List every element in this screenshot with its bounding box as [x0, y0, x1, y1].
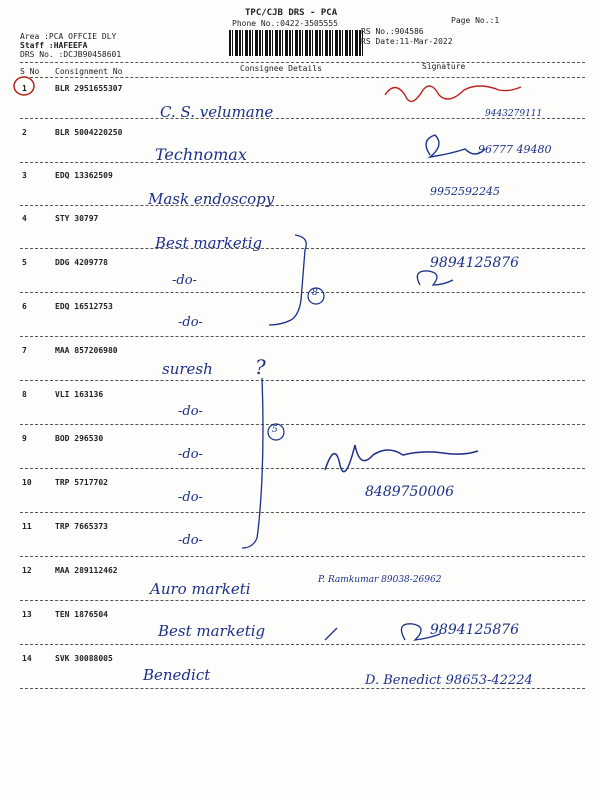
question-mark: ? [255, 355, 266, 379]
signature-handwriting: 9952592245 [430, 185, 500, 198]
signature-handwriting: D. Benedict 98653-42224 [365, 673, 533, 688]
consignment-number: BLR 2951655307 [55, 84, 123, 93]
consignee-handwriting: -do- [178, 404, 203, 419]
signature-handwriting: 8489750006 [365, 484, 455, 500]
row-number: 14 [22, 654, 32, 663]
consignment-number: BLR 5004220250 [55, 128, 123, 137]
signature-scribble-5 [417, 271, 453, 285]
group-mark-5: 5 [272, 425, 278, 435]
consignment-number: MAA 857206980 [55, 346, 118, 355]
col-consignee: Consignee Details [240, 64, 322, 73]
signature-handwriting: 96777 49480 [478, 143, 552, 156]
page-number: Page No.:1 [451, 16, 500, 25]
bracket-rows-7-11 [242, 378, 263, 548]
consignment-number: MAA 289112462 [55, 566, 118, 575]
consignee-handwriting: Technomax [155, 145, 247, 164]
consignment-number: TEN 1876504 [55, 610, 108, 619]
signature-handwriting: 9894125876 [430, 622, 520, 638]
rs-date: RS Date:11-Mar-2022 [361, 37, 453, 46]
consignment-number: BOD 296530 [55, 434, 104, 443]
consignee-handwriting: -do- [178, 490, 203, 505]
consignment-number: EDQ 13362509 [55, 171, 113, 180]
row-number: 9 [22, 434, 27, 443]
consignment-number: TRP 7665373 [55, 522, 108, 531]
phone-number: Phone No.:0422-3505555 [232, 19, 338, 28]
consignment-number: STY 30797 [55, 214, 99, 223]
signature-handwriting: 9894125876 [430, 255, 520, 271]
signature-scribble-2 [426, 135, 485, 157]
row-number: 10 [22, 478, 32, 487]
col-signature: Signature [422, 62, 466, 71]
tick-mark-13 [325, 628, 337, 640]
row-number: 2 [22, 128, 27, 137]
consignee-handwriting: -do- [178, 315, 203, 330]
col-consignment: Consignment No [55, 67, 123, 76]
row-number: 6 [22, 302, 27, 311]
row-number: 4 [22, 214, 27, 223]
consignment-number: EDQ 16512753 [55, 302, 113, 311]
consignee-handwriting: -do- [172, 273, 197, 288]
row-number: 11 [22, 522, 32, 531]
row-number: 8 [22, 390, 27, 399]
group-mark-8: 8 [312, 288, 318, 298]
rs-number: RS No.:904586 [361, 27, 424, 36]
consignee-handwriting: Best marketig [155, 234, 263, 252]
consignee-handwriting: Best marketig [158, 622, 266, 640]
consignment-number: DDG 4209778 [55, 258, 108, 267]
consignee-handwriting: Mask endoscopy [148, 190, 275, 208]
row-number: 7 [22, 346, 27, 355]
consignee-handwriting: suresh [162, 360, 213, 378]
consignee-handwriting: -do- [178, 447, 203, 462]
consignee-handwriting: Auro marketi [150, 580, 251, 598]
row-number: 1 [22, 84, 27, 93]
row-number: 12 [22, 566, 32, 575]
signature-scribble-13 [401, 624, 440, 640]
signature-handwriting: 9443279111 [485, 109, 543, 119]
signature-handwriting: P. Ramkumar 89038-26962 [318, 575, 442, 585]
staff-label: Staff :HAFEEFA [20, 41, 88, 50]
bracket-rows-4-6 [269, 235, 306, 325]
consignee-handwriting: -do- [178, 533, 203, 548]
consignment-number: VLI 163136 [55, 390, 104, 399]
consignment-number: SVK 30088005 [55, 654, 113, 663]
consignment-number: TRP 5717702 [55, 478, 108, 487]
signature-scribble-1 [385, 86, 521, 101]
row-number: 3 [22, 171, 27, 180]
col-sno: S No [20, 67, 40, 76]
drs-number: DRS No. :DCJB90458601 [20, 50, 122, 59]
red-circle-mark [14, 77, 34, 95]
document-title: TPC/CJB DRS - PCA [245, 8, 338, 18]
signature-scribble-10 [325, 445, 478, 472]
area-label: Area :PCA OFFCIE DLY [20, 32, 117, 41]
row-number: 5 [22, 258, 27, 267]
consignee-handwriting: C. S. velumane [160, 103, 274, 121]
row-number: 13 [22, 610, 32, 619]
consignee-handwriting: Benedict [143, 666, 211, 684]
